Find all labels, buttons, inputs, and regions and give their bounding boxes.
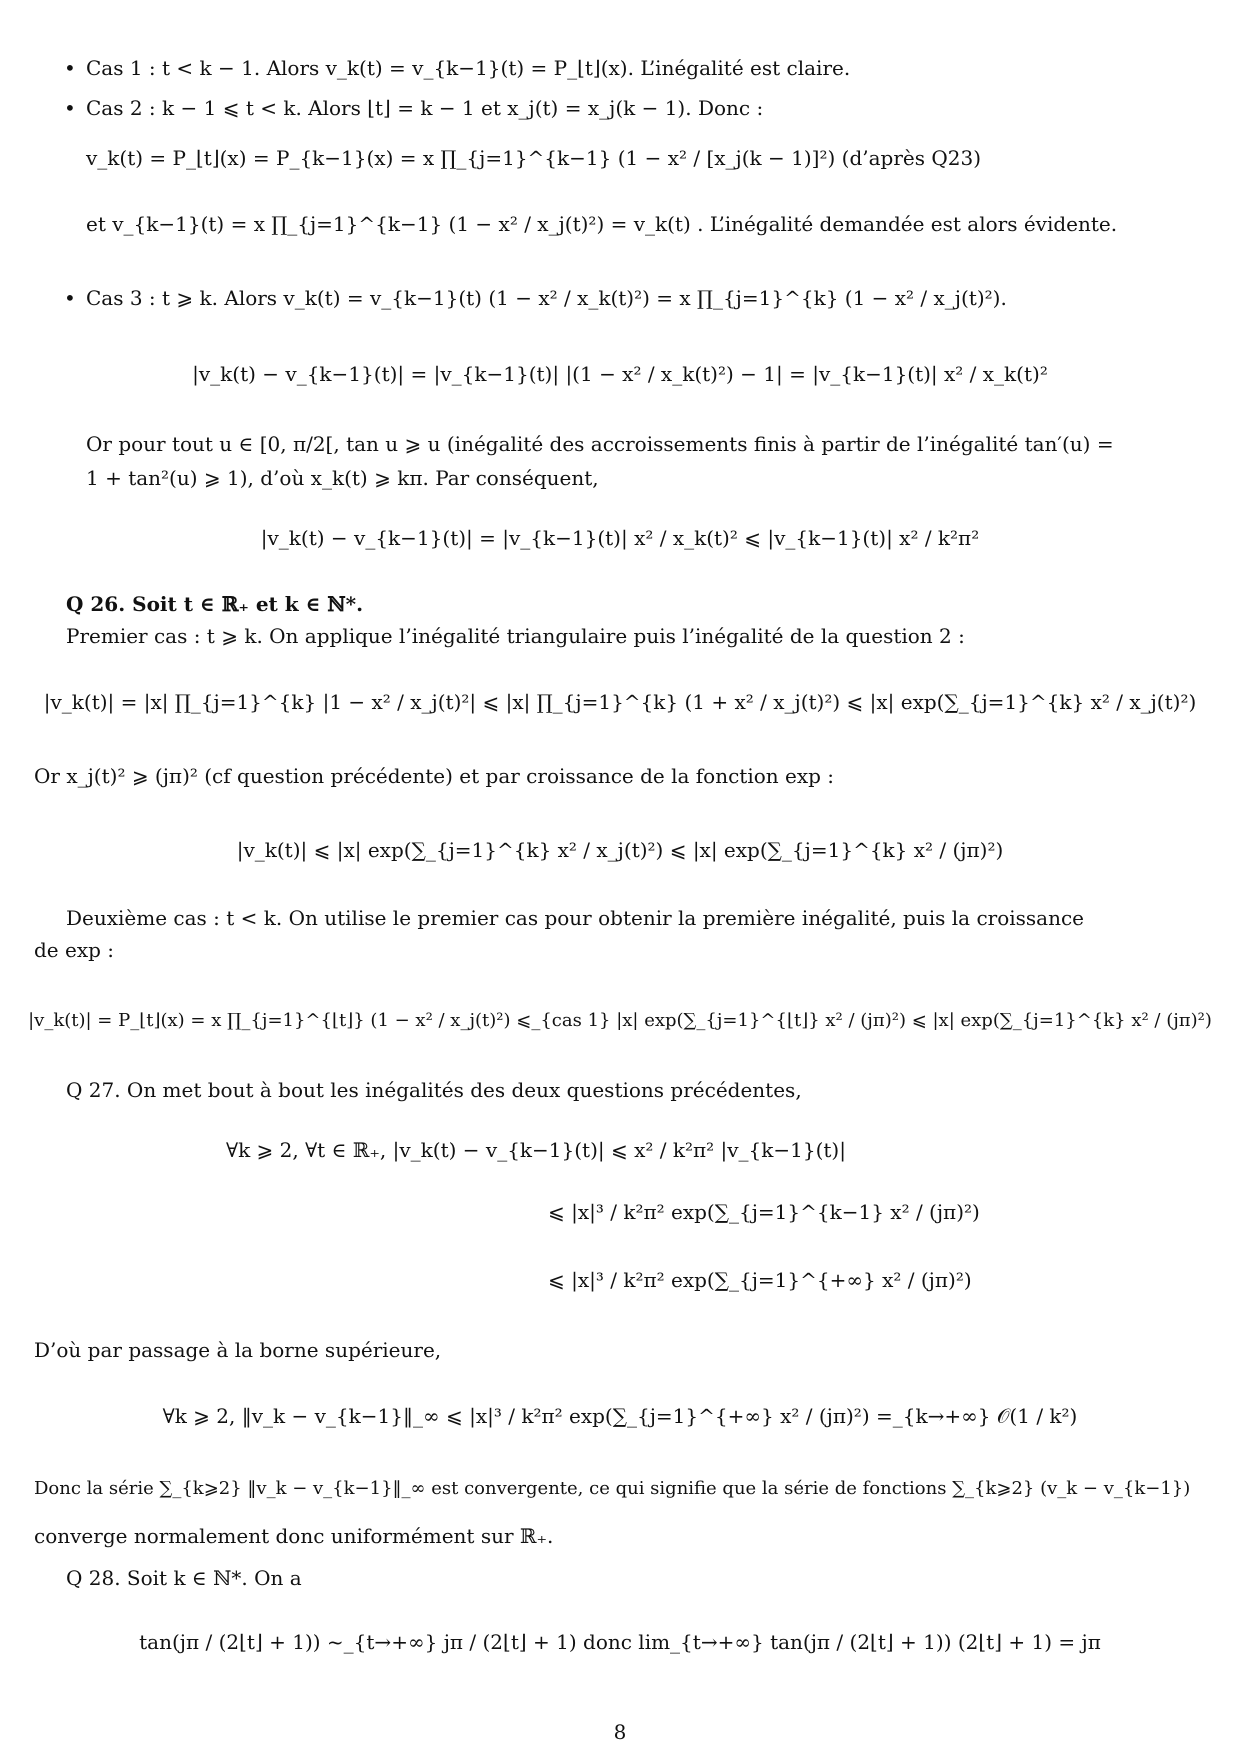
equation-q26-second-case: |v_k(t)| = P_⌊t⌋(x) = x ∏_{j=1}^{⌊t⌋} (1 − x² / x_j(t)²) ⩽_{cas 1} |x| exp(∑_{j=1}^{⌊t⌋} x² / (jπ)²) ⩽ |x| exp(∑_{j=1}^{k} x² / (jπ)²) (28, 1010, 1212, 1031)
q26-second-case-text-continued: de exp : (34, 938, 115, 962)
equation-q27-line-1: ∀k ⩾ 2, ∀t ∈ ℝ₊, |v_k(t) − v_{k−1}(t)| ⩽ x² / k²π² |v_{k−1}(t)| (226, 1138, 846, 1162)
q26-exp-growth-text: Or x_j(t)² ⩾ (jπ)² (cf question précédente) et par croissance de la fonction exp : (34, 764, 835, 788)
case-2-line: • Cas 2 : k − 1 ⩽ t < k. Alors ⌊t⌋ = k − 1 et x_j(t) = x_j(k − 1). Donc : (86, 96, 763, 120)
equation-q28-limit: tan(jπ / (2⌊t⌋ + 1)) ~_{t→+∞} jπ / (2⌊t⌋ + 1) donc lim_{t→+∞} tan(jπ / (2⌊t⌋ + 1)) (2⌊t⌋ + 1) = jπ (139, 1630, 1101, 1654)
q27-sup-text: D’où par passage à la borne supérieure, (34, 1338, 442, 1362)
case-1-line: • Cas 1 : t < k − 1. Alors v_k(t) = v_{k−1}(t) = P_⌊t⌋(x). L’inégalité est claire. (86, 56, 850, 80)
equation-q27-line-2: ⩽ |x|³ / k²π² exp(∑_{j=1}^{k−1} x² / (jπ)²) (548, 1200, 980, 1224)
equation-q27-sup-bound: ∀k ⩾ 2, ‖v_k − v_{k−1}‖_∞ ⩽ |x|³ / k²π² exp(∑_{j=1}^{+∞} x² / (jπ)²) =_{k→+∞} 𝒪(1 / k²) (162, 1404, 1078, 1428)
q26-second-case-text: Deuxième cas : t < k. On utilise le premier cas pour obtenir la première inégalité, puis la croissance (66, 906, 1085, 930)
equation-q26-first-case: |v_k(t)| = |x| ∏_{j=1}^{k} |1 − x² / x_j(t)²| ⩽ |x| ∏_{j=1}^{k} (1 + x² / x_j(t)²) ⩽ |x| exp(∑_{j=1}^{k} x² / x_j(t)²) (43, 690, 1197, 714)
tan-inequality-text: Or pour tout u ∈ [0, π/2[, tan u ⩾ u (inégalité des accroissements finis à partir de l’inégalité tan′(u) = (86, 432, 1114, 456)
equation-difference-case-3: |v_k(t) − v_{k−1}(t)| = |v_{k−1}(t)| |(1 − x² / x_k(t)²) − 1| = |v_{k−1}(t)| x² / x_k(t)² (192, 362, 1048, 386)
equation-difference-bound: |v_k(t) − v_{k−1}(t)| = |v_{k−1}(t)| x² / x_k(t)² ⩽ |v_{k−1}(t)| x² / k²π² (260, 526, 980, 550)
page-number: 8 (613, 1720, 627, 1744)
q26-first-case-text: Premier cas : t ⩾ k. On applique l’inégalité triangulaire puis l’inégalité de la question 2 : (66, 624, 965, 648)
q27-convergence-text: Donc la série ∑_{k⩾2} ‖v_k − v_{k−1}‖_∞ est convergente, ce qui signifie que la série de fonctions ∑_{k⩾2} (v_k − v_{k−1}) (34, 1478, 1191, 1499)
case-3-line: • Cas 3 : t ⩾ k. Alors v_k(t) = v_{k−1}(t) (1 − x² / x_k(t)²) = x ∏_{j=1}^{k} (1 − x² / x_j(t)²). (86, 286, 1007, 310)
equation-case-2-product: v_k(t) = P_⌊t⌋(x) = P_{k−1}(x) = x ∏_{j=1}^{k−1} (1 − x² / [x_j(k − 1)]²) (d’après Q23) (86, 146, 981, 170)
question-28-heading: Q 28. Soit k ∈ ℕ*. On a (66, 1566, 302, 1590)
question-26-heading: Q 26. Soit t ∈ ℝ₊ et k ∈ ℕ*. (66, 592, 364, 616)
tan-inequality-text-continued: 1 + tan²(u) ⩾ 1), d’où x_k(t) ⩾ kπ. Par conséquent, (86, 466, 599, 490)
question-27-heading: Q 27. On met bout à bout les inégalités des deux questions précédentes, (66, 1078, 802, 1102)
q27-convergence-text-continued: converge normalement donc uniformément sur ℝ₊. (34, 1524, 554, 1548)
equation-q26-exp-bound: |v_k(t)| ⩽ |x| exp(∑_{j=1}^{k} x² / x_j(t)²) ⩽ |x| exp(∑_{j=1}^{k} x² / (jπ)²) (236, 838, 1004, 862)
equation-q27-line-3: ⩽ |x|³ / k²π² exp(∑_{j=1}^{+∞} x² / (jπ)²) (548, 1268, 972, 1292)
equation-case-2-vk-minus-1: et v_{k−1}(t) = x ∏_{j=1}^{k−1} (1 − x² / x_j(t)²) = v_k(t) . L’inégalité demandée est alors évidente. (86, 212, 1118, 236)
